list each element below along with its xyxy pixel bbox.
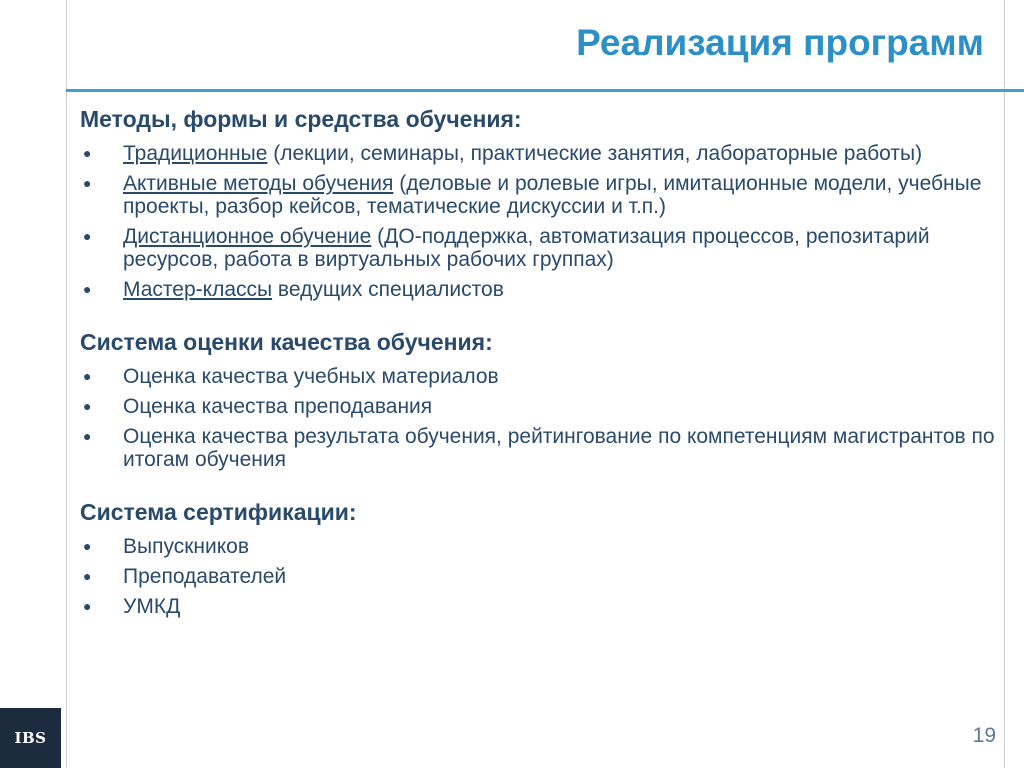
bullet-list — [80, 365, 1000, 471]
item-text: Оценка качества результата обучения, рейтингование по компетенциям магистрантов по итогам обучения — [123, 425, 995, 471]
bullet-icon: ● — [83, 428, 92, 444]
list-item — [80, 395, 1000, 418]
item-text: Оценка качества преподавания — [123, 395, 433, 418]
company-logo — [0, 708, 61, 768]
bullet-icon: ● — [83, 538, 92, 554]
section-heading: Методы, формы и средства обучения: — [80, 106, 522, 132]
list-item — [80, 595, 1000, 618]
section-certification — [80, 497, 1000, 618]
item-link[interactable]: Активные методы обучения — [123, 172, 394, 195]
bullet-icon: ● — [83, 568, 92, 584]
list-item — [80, 278, 1000, 301]
slide-title: Реализация программ — [576, 22, 984, 63]
list-item — [80, 225, 1000, 271]
section-heading: Система сертификации: — [80, 499, 357, 525]
bullet-icon: ● — [83, 598, 92, 614]
item-text: ведущих специалистов — [272, 278, 504, 301]
list-item — [80, 565, 1000, 588]
slide-content — [80, 104, 1000, 625]
item-link[interactable]: Дистанционное обучение — [123, 225, 372, 248]
logo-text: IBS — [14, 729, 47, 747]
bullet-list — [80, 142, 1000, 301]
section-quality-assessment — [80, 327, 1000, 471]
bullet-icon: ● — [83, 281, 92, 297]
item-text: Выпускников — [123, 535, 250, 558]
list-item — [80, 365, 1000, 388]
item-link[interactable]: Традиционные — [123, 142, 268, 165]
bullet-icon: ● — [83, 228, 92, 244]
bullet-icon: ● — [83, 398, 92, 414]
section-heading: Система оценки качества обучения: — [80, 329, 493, 355]
item-text: Оценка качества учебных материалов — [123, 365, 499, 388]
item-text: (лекции, семинары, практические занятия, лабораторные работы) — [267, 142, 923, 165]
bullet-list — [80, 535, 1000, 618]
list-item — [80, 172, 1000, 218]
bullet-icon: ● — [83, 145, 92, 161]
list-item — [80, 425, 1000, 471]
item-text: Преподавателей — [123, 565, 287, 588]
item-text: (деловые и ролевые игры, имитационные модели, учебные проекты, разбор кейсов, тематические дискуссии и т.п.) — [123, 172, 982, 218]
bullet-icon: ● — [83, 368, 92, 384]
section-teaching-methods — [80, 104, 1000, 301]
item-text: УМКД — [123, 595, 181, 618]
item-link[interactable]: Мастер-классы — [123, 278, 273, 301]
title-divider — [66, 89, 1024, 92]
page-number: 19 — [972, 724, 996, 747]
list-item — [80, 535, 1000, 558]
item-text: (ДО-поддержка, автоматизация процессов, репозитарий ресурсов, работа в виртуальных рабочих группах) — [123, 225, 930, 271]
bullet-icon: ● — [83, 175, 92, 191]
list-item — [80, 142, 1000, 165]
